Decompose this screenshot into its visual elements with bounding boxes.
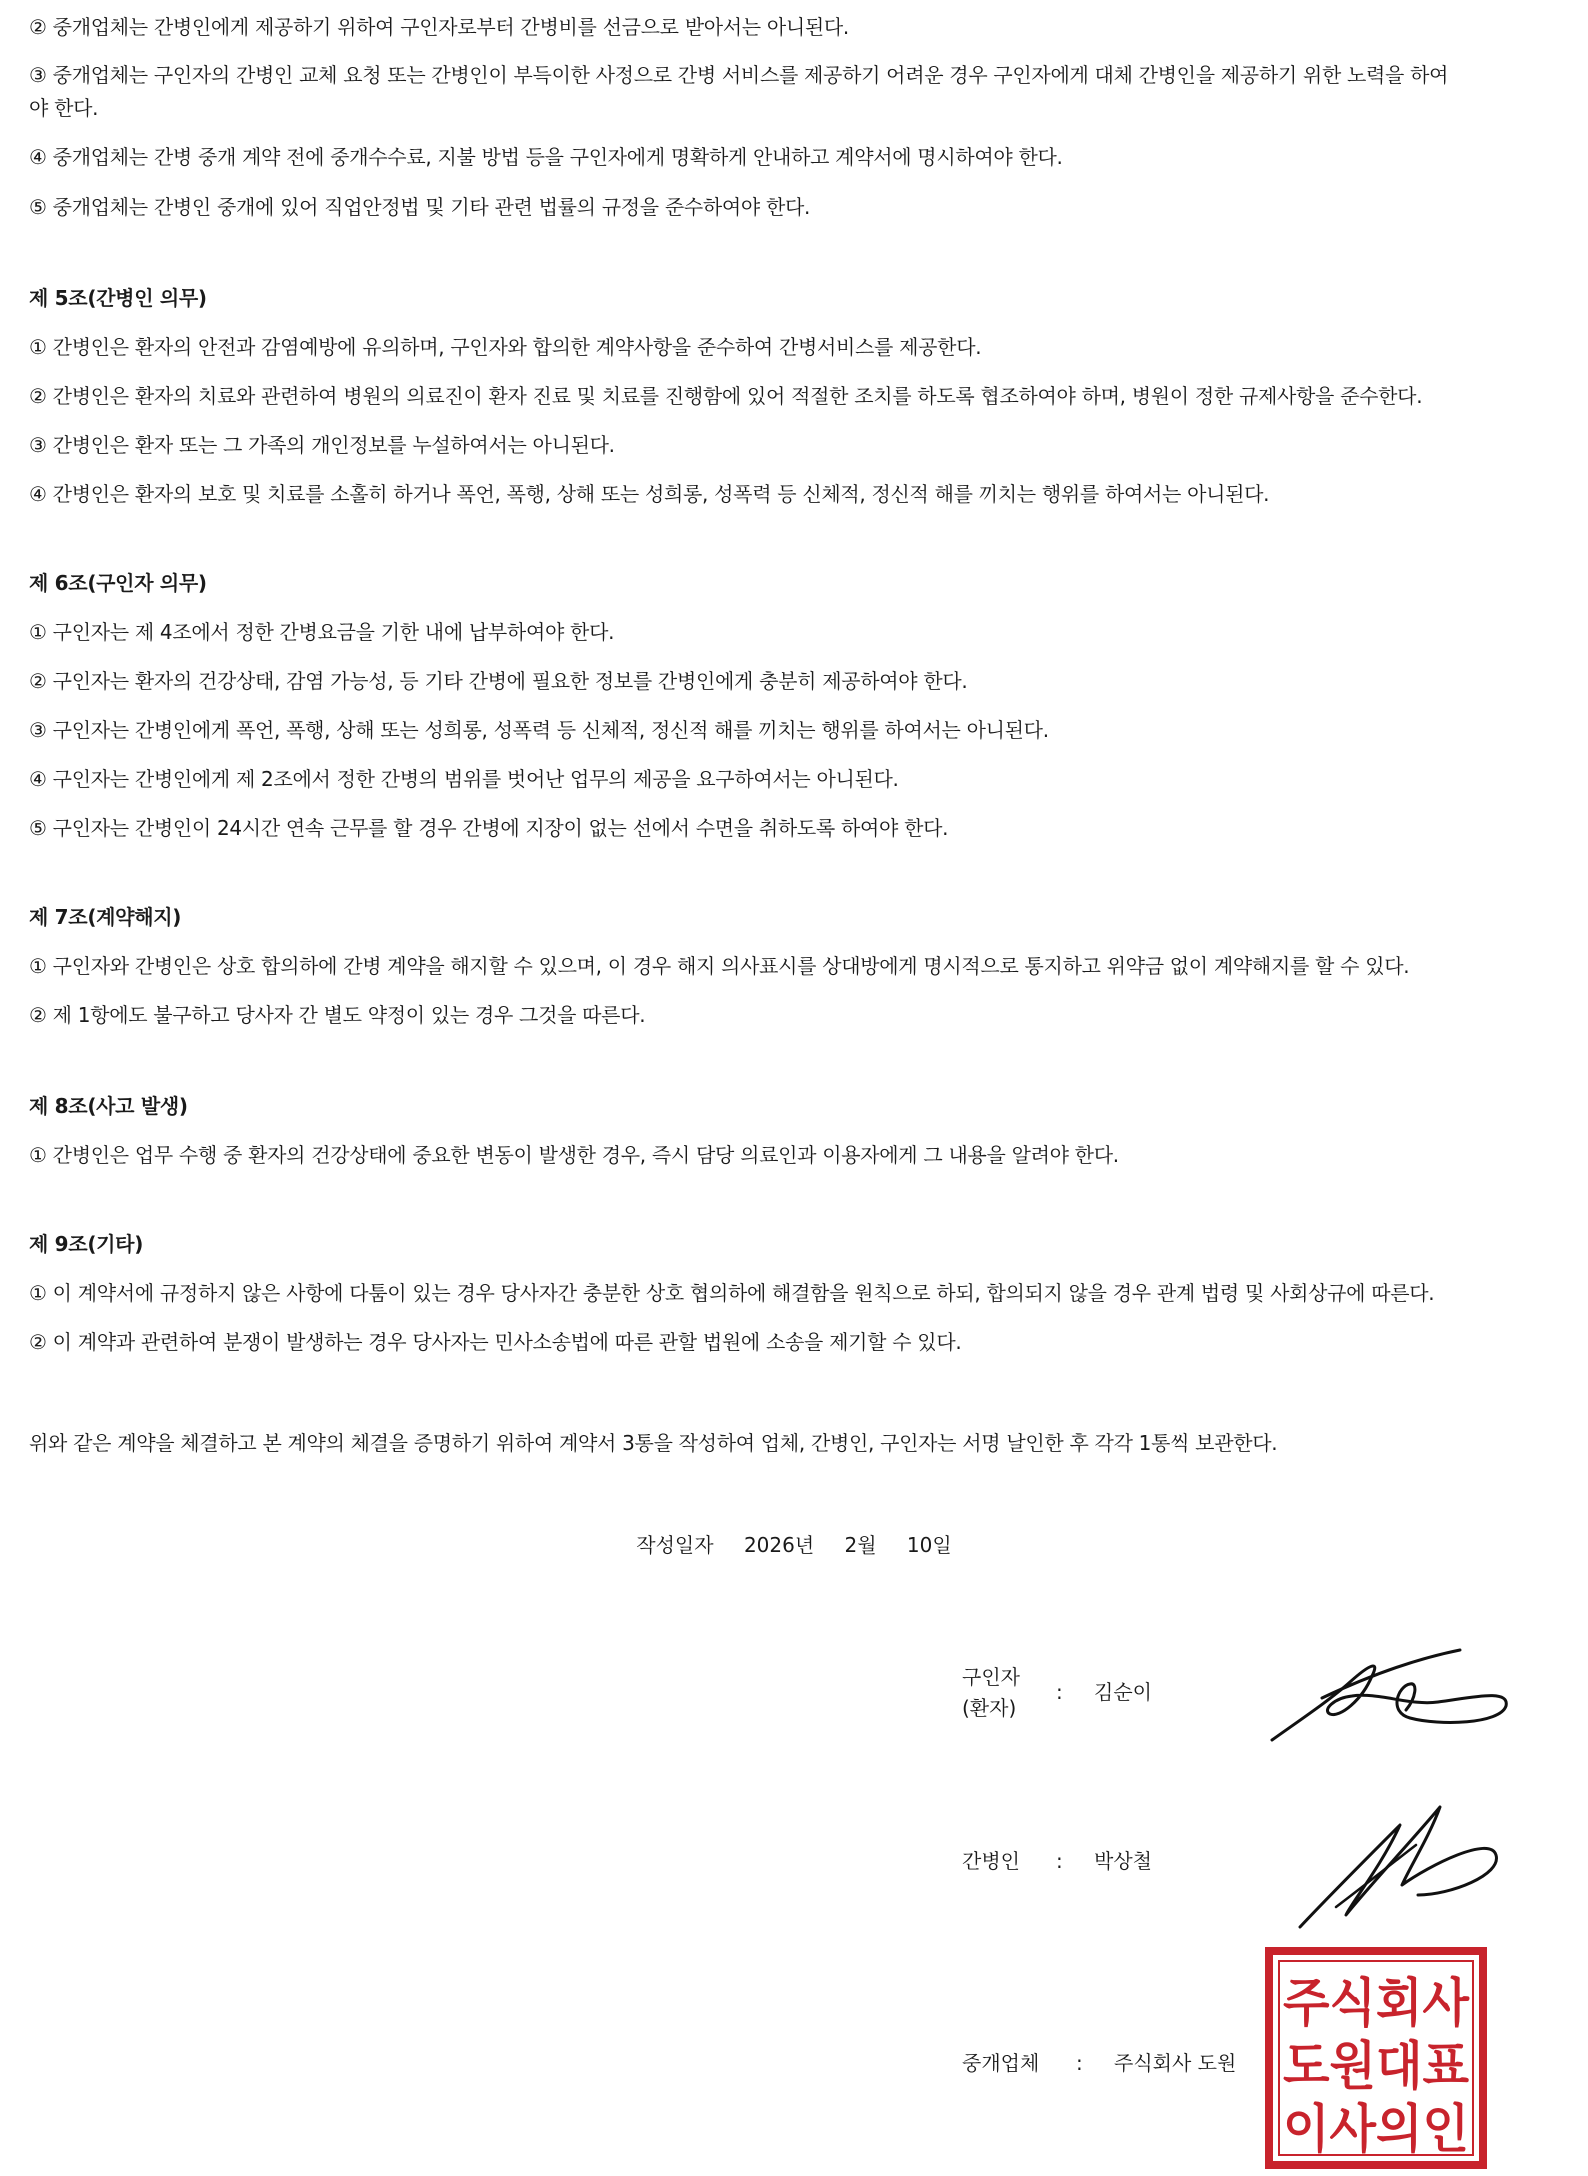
caregiver-colon: : <box>1056 1849 1063 1873</box>
article6-item: ③ 구인자는 간병인에게 폭언, 폭행, 상해 또는 성희롱, 성폭력 등 신체적, 정신적 해를 끼치는 행위를 하여서는 아니된다. <box>29 718 1049 742</box>
article6-item: ① 구인자는 제 4조에서 정한 간병요금을 기한 내에 납부하여야 한다. <box>29 620 615 644</box>
article6-title: 제 6조(구인자 의무) <box>29 571 207 595</box>
employer-label-sub: (환자) <box>962 1696 1017 1720</box>
svg-text:이사의인: 이사의인 <box>1283 2100 1469 2160</box>
date-year: 2026년 <box>743 1533 815 1557</box>
employer-label: 구인자 <box>962 1665 1020 1689</box>
date-label: 작성일자 <box>636 1533 714 1557</box>
article4-item-4: ④ 중개업체는 간병 중개 계약 전에 중개수수료, 지불 방법 등을 구인자에게 명확하게 안내하고 계약서에 명시하여야 한다. <box>29 145 1063 169</box>
article6-item: ④ 구인자는 간병인에게 제 2조에서 정한 간병의 범위를 벗어난 업무의 제공을 요구하여서는 아니된다. <box>29 767 899 791</box>
article5-item: ① 간병인은 환자의 안전과 감염예방에 유의하며, 구인자와 합의한 계약사항을 준수하여 간병서비스를 제공한다. <box>29 335 982 359</box>
caregiver-handwritten-signature <box>1290 1795 1510 1935</box>
article5-item: ④ 간병인은 환자의 보호 및 치료를 소홀히 하거나 폭언, 폭행, 상해 또는 성희롱, 성폭력 등 신체적, 정신적 해를 끼치는 행위를 하여서는 아니된다. <box>29 482 1270 506</box>
employer-name: 김순이 <box>1094 1680 1152 1704</box>
article5-item: ② 간병인은 환자의 치료와 관련하여 병원의 의료진이 환자 진료 및 치료를 진행함에 있어 적절한 조치를 하도록 협조하여야 하며, 병원이 정한 규제사항을 준수한다. <box>29 384 1423 408</box>
employer-colon: : <box>1056 1680 1063 1704</box>
article8-item: ① 간병인은 업무 수행 중 환자의 건강상태에 중요한 변동이 발생한 경우, 즉시 담당 의료인과 이용자에게 그 내용을 알려야 한다. <box>29 1143 1119 1167</box>
date-row <box>0 1530 1588 1560</box>
article5-item: ③ 간병인은 환자 또는 그 가족의 개인정보를 누설하여서는 아니된다. <box>29 433 615 457</box>
article6-item: ⑤ 구인자는 간병인이 24시간 연속 근무를 할 경우 간병에 지장이 없는 선에서 수면을 취하도록 하여야 한다. <box>29 816 949 840</box>
article5-title: 제 5조(간병인 의무) <box>29 286 207 310</box>
article9-item: ② 이 계약과 관련하여 분쟁이 발생하는 경우 당사자는 민사소송법에 따른 관할 법원에 소송을 제기할 수 있다. <box>29 1330 962 1354</box>
closing-statement: 위와 같은 계약을 체결하고 본 계약의 체결을 증명하기 위하여 계약서 3통을 작성하여 업체, 간병인, 구인자는 서명 날인한 후 각각 1통씩 보관한다. <box>29 1431 1278 1455</box>
svg-text:도원대표: 도원대표 <box>1283 2037 1469 2097</box>
date-day: 10일 <box>906 1533 952 1557</box>
agency-label: 중개업체 <box>962 2051 1040 2075</box>
date-month: 2월 <box>844 1533 877 1557</box>
article7-item: ① 구인자와 간병인은 상호 합의하에 간병 계약을 해지할 수 있으며, 이 경우 해지 의사표시를 상대방에게 명시적으로 통지하고 위약금 없이 계약해지를 할 수 있다. <box>29 954 1410 978</box>
agency-name: 주식회사 도원 <box>1114 2051 1237 2075</box>
article7-title: 제 7조(계약해지) <box>29 905 182 929</box>
caregiver-name: 박상철 <box>1094 1849 1152 1873</box>
article4-item-5: ⑤ 중개업체는 간병인 중개에 있어 직업안정법 및 기타 관련 법률의 규정을 준수하여야 한다. <box>29 195 811 219</box>
article4-item-3-cont: 야 한다. <box>29 96 99 120</box>
employer-handwritten-signature <box>1260 1640 1520 1750</box>
company-seal-stamp <box>1265 1947 1487 2169</box>
article4-item-3: ③ 중개업체는 구인자의 간병인 교체 요청 또는 간병인이 부득이한 사정으로 간병 서비스를 제공하기 어려운 경우 구인자에게 대체 간병인을 제공하기 위한 노력을 하여 <box>29 63 1449 87</box>
article9-item: ① 이 계약서에 규정하지 않은 사항에 다툼이 있는 경우 당사자간 충분한 상호 협의하에 해결함을 원칙으로 하되, 합의되지 않을 경우 관계 법령 및 사회상규에 따른다. <box>29 1281 1435 1305</box>
article9-title: 제 9조(기타) <box>29 1232 144 1256</box>
agency-colon: : <box>1076 2051 1083 2075</box>
svg-text:주식회사: 주식회사 <box>1283 1974 1470 2034</box>
caregiver-label: 간병인 <box>962 1849 1020 1873</box>
article6-item: ② 구인자는 환자의 건강상태, 감염 가능성, 등 기타 간병에 필요한 정보를 간병인에게 충분히 제공하여야 한다. <box>29 669 968 693</box>
article7-item: ② 제 1항에도 불구하고 당사자 간 별도 약정이 있는 경우 그것을 따른다. <box>29 1003 646 1027</box>
article8-title: 제 8조(사고 발생) <box>29 1094 188 1118</box>
article4-item-2: ② 중개업체는 간병인에게 제공하기 위하여 구인자로부터 간병비를 선금으로 받아서는 아니된다. <box>29 15 849 39</box>
